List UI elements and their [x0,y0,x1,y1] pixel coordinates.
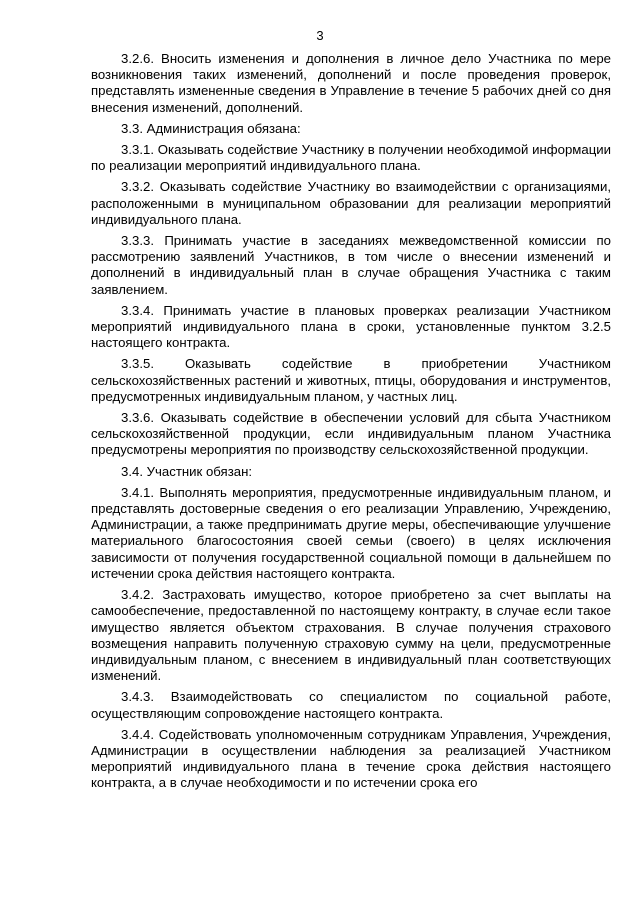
paragraph-3-3-6: 3.3.6. Оказывать содействие в обеспечении условий для сбыта Участником сельскохозяйственной продукции, если индивидуальным планом Участника предусмотрены мероприятия по производству сельскохозяйственной продукции. [91,410,611,458]
paragraph-3-3-3: 3.3.3. Принимать участие в заседаниях межведомственной комиссии по рассмотрению заявлений Участников, в том числе о внесении изменений и дополнений в индивидуальный план в случае обращения Участника с таким заявлением. [91,233,611,297]
document-body [91,51,611,797]
page-number: 3 [316,28,324,43]
paragraph-3-3-5: 3.3.5. Оказывать содействие в приобретении Участником сельскохозяйственных растений и животных, птицы, оборудования и инструментов, предусмотренных индивидуальным планом, у частных лиц. [91,356,611,404]
paragraph-3-4-3: 3.4.3. Взаимодействовать со специалистом по социальной работе, осуществляющим сопровождение настоящего контракта. [91,689,611,721]
section-heading-3-4: 3.4. Участник обязан: [121,463,253,479]
paragraph-3-2-6: 3.2.6. Вносить изменения и дополнения в личное дело Участника по мере возникновения таких изменений, дополнений и после проведения проверок, представлять измененные сведения в Управление в течение 5 рабочих дней со дня внесения изменений, дополнений. [91,51,611,115]
paragraph-3-3-2: 3.3.2. Оказывать содействие Участнику во взаимодействии с организациями, расположенными в муниципальном образовании для реализации мероприятий индивидуального плана. [91,179,611,227]
paragraph-3-4-1: 3.4.1. Выполнять мероприятия, предусмотренные индивидуальным планом, и представлять достоверные сведения о его реализации Управлению, Учреждению, Администрации, а также предпринимать другие меры, обеспечивающие улучшение материального благосостояния своей семьи (своего) в целях исключения зависимости от получения государственной социальной помощи в дальнейшем по истечении срока действия настоящего контракта. [91,484,611,581]
section-heading-3-3: 3.3. Администрация обязана: [121,120,301,136]
paragraph-3-4-2: 3.4.2. Застраховать имущество, которое приобретено за счет выплаты на самообеспечение, предоставленной по настоящему контракту, в случае если такое имущество является объектом страхования. В случае получения страхового возмещения направить полученную страховую сумму на цели, предусмотренные индивидуальным планом, с внесением в индивидуальный план соответствующих изменений. [91,587,611,684]
paragraph-3-4-4: 3.4.4. Содействовать уполномоченным сотрудникам Управления, Учреждения, Администрации в осуществлении наблюдения за реализацией Участником мероприятий индивидуального плана в течение срока действия настоящего контракта, а в случае необходимости и по истечении срока его [91,726,611,791]
paragraph-3-3-1: 3.3.1. Оказывать содействие Участнику в получении необходимой информации по реализации мероприятий индивидуального плана. [91,142,611,174]
paragraph-3-3-4: 3.3.4. Принимать участие в плановых проверках реализации Участником мероприятий индивидуального плана в сроки, установленные пунктом 3.2.5 настоящего контракта. [91,302,611,351]
